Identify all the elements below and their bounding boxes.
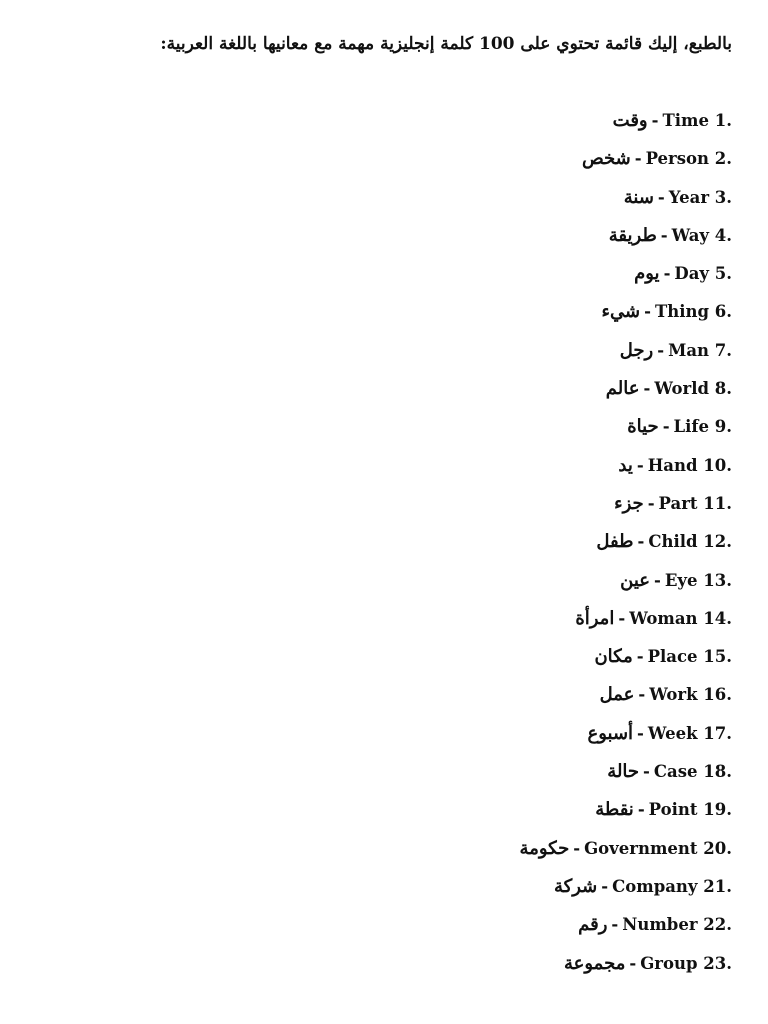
english-word: Hand: [647, 455, 698, 475]
list-item: [36, 376, 732, 414]
english-word-group: [600, 682, 732, 708]
item-number: 22.: [703, 915, 732, 935]
separator: -: [636, 455, 644, 475]
item-number: 20.: [703, 838, 732, 858]
list-item: [36, 644, 732, 682]
arabic-meaning: رقم: [578, 914, 608, 936]
english-word: Life: [673, 417, 710, 437]
list-item: [36, 108, 732, 146]
english-word-group: [520, 836, 732, 862]
english-word-group: [624, 185, 732, 211]
english-word: World: [654, 379, 710, 399]
item-number: 9.: [714, 417, 732, 437]
separator: -: [647, 493, 655, 513]
item-number: 5.: [714, 264, 732, 284]
english-word: Government: [584, 838, 698, 858]
arabic-meaning: امرأة: [575, 607, 615, 629]
separator: -: [663, 264, 671, 284]
arabic-meaning: مجموعة: [563, 952, 626, 974]
separator: -: [629, 953, 637, 973]
english-word: Woman: [629, 608, 698, 628]
item-number: 11.: [703, 493, 732, 513]
item-number: 16.: [703, 685, 732, 705]
vocabulary-list: [36, 108, 732, 989]
item-number: 8.: [714, 379, 732, 399]
item-number: 14.: [703, 608, 732, 628]
english-word: Work: [649, 685, 698, 705]
list-item: [36, 759, 732, 797]
english-word: Company: [612, 876, 698, 896]
list-item: [36, 912, 732, 950]
intro-paragraph: بالطبع، إليك قائمة تحتوي على 100 كلمة إنجليزية مهمة مع معانيها باللغة العربية:: [160, 34, 732, 54]
english-word-group: [582, 146, 732, 172]
item-number: 4.: [714, 225, 732, 245]
separator: -: [618, 608, 626, 628]
separator: -: [644, 302, 651, 322]
english-word: Point: [648, 800, 698, 820]
item-number: 17.: [703, 723, 732, 743]
english-word: Day: [674, 264, 710, 284]
english-word-group: [596, 529, 732, 555]
separator: -: [637, 532, 645, 552]
arabic-meaning: جزء: [614, 492, 644, 514]
arabic-meaning: عمل: [599, 684, 635, 706]
separator: -: [657, 340, 665, 360]
separator: -: [660, 225, 668, 245]
english-word-group: [554, 874, 732, 900]
list-item: [36, 797, 732, 835]
english-word: Man: [668, 340, 710, 360]
item-number: 21.: [703, 876, 732, 896]
english-word: Year: [668, 187, 710, 207]
arabic-meaning: عين: [620, 569, 650, 591]
arabic-meaning: شيء: [601, 301, 641, 323]
english-word: Number: [622, 915, 698, 935]
english-word-group: [634, 261, 732, 287]
english-word-group: [578, 912, 732, 938]
arabic-meaning: رجل: [619, 339, 654, 361]
english-word: Time: [662, 111, 710, 130]
arabic-meaning: سنة: [623, 186, 654, 208]
list-item: [36, 682, 732, 720]
item-number: 15.: [703, 647, 732, 667]
separator: -: [651, 111, 659, 130]
list-item: [36, 606, 732, 644]
separator: -: [637, 723, 644, 743]
separator: -: [654, 570, 661, 590]
list-item: [36, 721, 732, 759]
item-number: 3.: [714, 187, 732, 207]
list-item: [36, 338, 732, 376]
english-word: Place: [647, 647, 698, 667]
separator: -: [634, 149, 642, 169]
separator: -: [601, 876, 609, 896]
arabic-meaning: يد: [618, 454, 633, 476]
english-word-group: [620, 338, 732, 364]
list-item: [36, 223, 732, 261]
item-number: 7.: [714, 340, 732, 360]
english-word-group: [613, 108, 732, 134]
separator: -: [637, 800, 645, 820]
list-item: [36, 185, 732, 223]
arabic-meaning: حكومة: [519, 837, 570, 859]
arabic-meaning: طريقة: [608, 224, 657, 246]
english-word: Group: [640, 953, 698, 973]
english-word: Eye: [664, 570, 698, 590]
list-item: [36, 299, 732, 337]
list-item: [36, 951, 732, 989]
item-number: 1.: [714, 111, 732, 130]
list-item: [36, 146, 732, 184]
english-word: Case: [653, 762, 698, 782]
english-word-group: [564, 951, 732, 977]
english-word-group: [620, 568, 732, 594]
english-word-group: [594, 644, 732, 670]
arabic-meaning: حياة: [627, 416, 659, 438]
separator: -: [662, 417, 670, 437]
item-number: 18.: [703, 762, 732, 782]
item-number: 12.: [703, 532, 732, 552]
item-number: 19.: [703, 800, 732, 820]
list-item: [36, 491, 732, 529]
english-word-group: [606, 376, 732, 402]
item-number: 10.: [703, 455, 732, 475]
english-word-group: [614, 491, 732, 517]
list-item: [36, 836, 732, 874]
separator: -: [573, 838, 581, 858]
arabic-meaning: مكان: [594, 646, 633, 668]
arabic-meaning: نقطة: [595, 799, 634, 821]
list-item: [36, 874, 732, 912]
arabic-meaning: طفل: [596, 531, 634, 553]
arabic-meaning: شركة: [554, 875, 598, 897]
document-page: [36, 0, 732, 989]
english-word-group: [627, 414, 732, 440]
separator: -: [643, 379, 651, 399]
english-word-group: [618, 453, 732, 479]
english-word: Way: [671, 225, 710, 245]
english-word-group: [595, 797, 732, 823]
separator: -: [611, 915, 619, 935]
arabic-meaning: عالم: [605, 378, 640, 400]
english-word: Part: [658, 493, 698, 513]
english-word-group: [602, 299, 732, 325]
item-number: 2.: [714, 149, 732, 169]
list-item: [36, 568, 732, 606]
arabic-meaning: يوم: [634, 263, 660, 285]
arabic-meaning: وقت: [612, 110, 648, 131]
arabic-meaning: أسبوع: [587, 722, 634, 744]
english-word: Week: [647, 723, 698, 743]
separator: -: [638, 685, 646, 705]
english-word: Child: [648, 532, 698, 552]
item-number: 6.: [714, 302, 732, 322]
english-word-group: [607, 759, 732, 785]
item-number: 13.: [703, 570, 732, 590]
separator: -: [643, 762, 650, 782]
list-item: [36, 414, 732, 452]
english-word-group: [587, 721, 732, 747]
list-item: [36, 529, 732, 567]
english-word-group: [575, 606, 732, 632]
item-number: 23.: [703, 953, 732, 973]
arabic-meaning: شخص: [581, 148, 631, 170]
english-word-group: [609, 223, 732, 249]
separator: -: [657, 187, 665, 207]
english-word: Thing: [654, 302, 710, 322]
list-item: [36, 261, 732, 299]
english-word: Person: [645, 149, 710, 169]
arabic-meaning: حالة: [607, 761, 640, 783]
separator: -: [636, 647, 644, 667]
list-item: [36, 453, 732, 491]
